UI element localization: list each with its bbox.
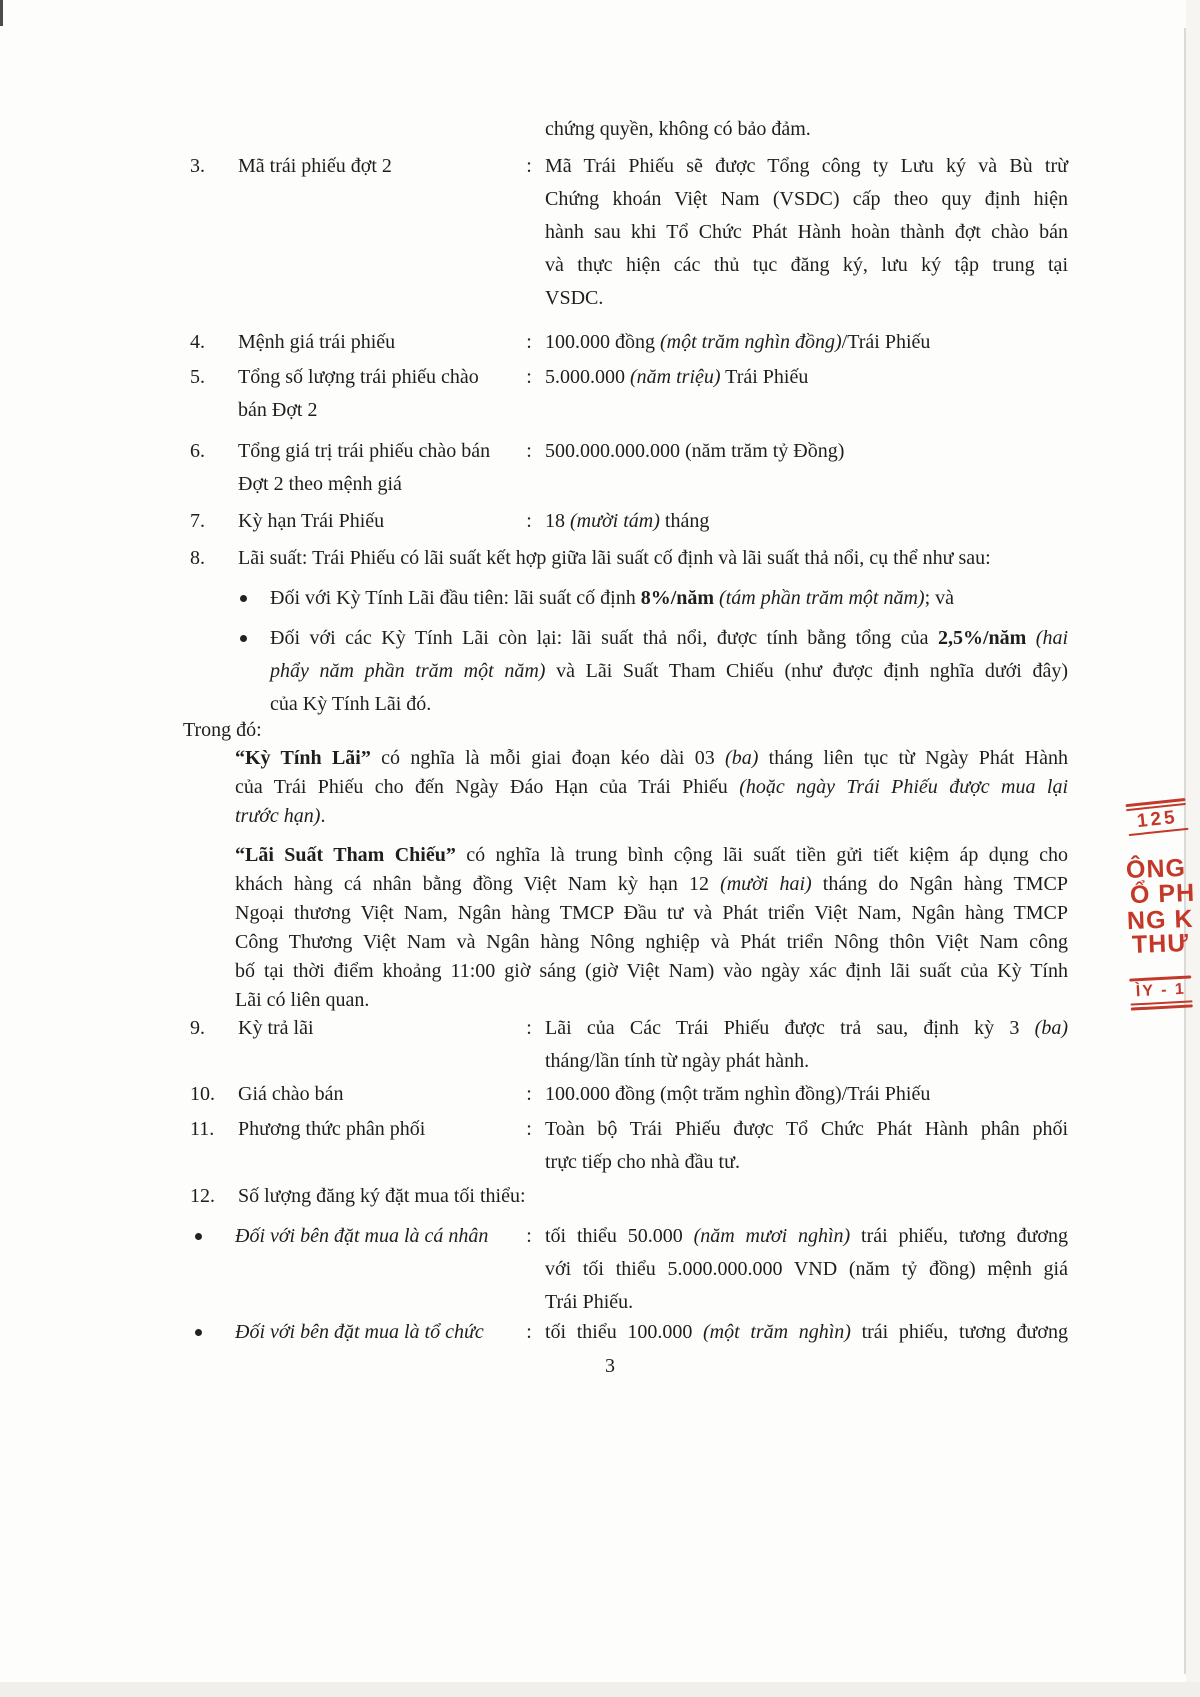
colon: : [526,440,532,462]
bullet-icon [195,1233,202,1240]
value-line: 18 (mười tám) tháng [545,510,710,532]
colon: : [526,366,532,388]
definition-ky-tinh-lai [235,744,1068,831]
item-number: 10. [190,1083,215,1105]
item-label: Phương thức phân phối [238,1118,426,1140]
colon: : [526,1017,532,1039]
stamp-fragment-number [1125,798,1188,836]
item-label: Kỳ trả lãi [238,1017,314,1039]
page-number: 3 [605,1355,615,1377]
item-value [545,361,1068,394]
bullet-text-line: phẩy năm phần trăm một năm) và Lãi Suất Tham Chiếu (như được định nghĩa dưới đây) [270,660,1068,682]
item-number: 6. [190,440,205,462]
bullet-value [545,1316,1068,1349]
item-label: Giá chào bán [238,1083,344,1105]
definition-line: Ngoại thương Việt Nam, Ngân hàng TMCP Đầu tư và Phát triển Việt Nam, Ngân hàng TMCP [235,902,1068,924]
stamp-fragment-bottom [1129,975,1193,1010]
bullet-icon [240,595,247,602]
colon: : [526,1083,532,1105]
value-line: 100.000 đồng (một trăm nghìn đồng)/Trái Phiếu [545,1083,931,1105]
value-line: 5.000.000 (năm triệu) Trái Phiếu [545,366,809,388]
item-value [545,1012,1068,1078]
bullet-text-line: Đối với Kỳ Tính Lãi đầu tiên: lãi suất cố định 8%/năm (tám phần trăm một năm); và [270,587,955,609]
colon: : [526,1321,532,1343]
definition-line: Lãi có liên quan. [235,989,370,1011]
scan-corner-mark [0,0,3,26]
scan-edge-band [1186,0,1200,1697]
scan-bottom-strip [0,1682,1200,1697]
definition-line: “Kỳ Tính Lãi” có nghĩa là mỗi giai đoạn kéo dài 03 (ba) tháng liên tục từ Ngày Phát Hành [235,747,1068,769]
value-line: Trái Phiếu. [545,1291,634,1313]
stamp-number-text: 125 [1135,806,1179,833]
item-number: 9. [190,1017,205,1039]
definition-line: “Lãi Suất Tham Chiếu” có nghĩa là trung bình cộng lãi suất tiền gửi tiết kiệm áp dụng cho [235,844,1068,866]
value-line: Toàn bộ Trái Phiếu được Tổ Chức Phát Hành phân phối [545,1118,1068,1140]
bullet-value [545,1220,1068,1319]
definition-line: trước hạn). [235,805,326,827]
colon: : [526,1225,532,1247]
value-line: 500.000.000.000 (năm trăm tỷ Đồng) [545,440,845,462]
stamp-text-fragment: ÔNG [1125,853,1187,885]
stamp-text-fragment: Ổ PH [1129,878,1196,910]
definition-lai-suat-tham-chieu [235,841,1068,1015]
continuation-text: chứng quyền, không có bảo đảm. [545,118,811,140]
item-text: Lãi suất: Trái Phiếu có lãi suất kết hợp giữa lãi suất cố định và lãi suất thả nổi, cụ thể như sau: [238,547,991,569]
value-line: trực tiếp cho nhà đầu tư. [545,1151,740,1173]
definition-line: bố tại thời điểm khoảng 11:00 giờ sáng (giờ Việt Nam) vào ngày xác định lãi suất của Kỳ Tính [235,960,1068,982]
item-number: 8. [190,547,205,569]
definition-line: khách hàng cá nhân bằng đồng Việt Nam kỳ hạn 12 (mười hai) tháng do Ngân hàng TMCP [235,873,1069,895]
item-value [545,150,1068,315]
item-label [238,435,533,501]
item-number: 12. [190,1185,215,1207]
value-line: tối thiểu 100.000 (một trăm nghìn) trái phiếu, tương đương [545,1321,1068,1343]
item-label: Mã trái phiếu đợt 2 [238,155,392,177]
label-line: Tổng số lượng trái phiếu chào [238,366,479,388]
bullet-icon [240,635,247,642]
bullet-text-line: Đối với các Kỳ Tính Lãi còn lại: lãi suất thả nổi, được tính bằng tổng của 2,5%/năm (hai [270,627,1069,649]
trong-do-label: Trong đó: [183,719,262,741]
item-number: 7. [190,510,205,532]
bullet-text-line: của Kỳ Tính Lãi đó. [270,693,432,715]
label-line: bán Đợt 2 [238,399,318,421]
item-value [545,326,1068,359]
colon: : [526,1118,532,1140]
item-heading: Số lượng đăng ký đặt mua tối thiểu: [238,1185,526,1207]
bullet-icon [195,1329,202,1336]
item-value [545,505,1068,538]
colon: : [526,331,532,353]
item-label: Mệnh giá trái phiếu [238,331,396,353]
colon: : [526,510,532,532]
value-line: Mã Trái Phiếu sẽ được Tổng công ty Lưu ký và Bù trừ [545,155,1068,177]
stamp-bottom-text: ÌY - 1 [1135,980,1187,1001]
value-line: Lãi của Các Trái Phiếu được trả sau, định kỳ 3 (ba) [545,1017,1068,1039]
item-value [545,1078,1068,1111]
bullet-row [238,622,1068,721]
item-label [238,361,533,427]
label-line: Đợt 2 theo mệnh giá [238,473,402,495]
stamp-text-fragment: NG K [1126,904,1194,936]
value-line: Chứng khoán Việt Nam (VSDC) cấp theo quy định hiện [545,188,1068,210]
value-line: tháng/lần tính từ ngày phát hành. [545,1050,810,1072]
bullet-label: Đối với bên đặt mua là tổ chức [235,1321,484,1343]
colon: : [526,155,532,177]
bullet-row [238,582,1068,615]
value-line: 100.000 đồng (một trăm nghìn đồng)/Trái Phiếu [545,331,931,353]
definition-line: của Trái Phiếu cho đến Ngày Đáo Hạn của Trái Phiếu (hoặc ngày Trái Phiếu được mua lại [235,776,1068,798]
value-line: hành sau khi Tổ Chức Phát Hành hoàn thành đợt chào bán [545,221,1068,243]
stamp-text-fragment: THƯ [1131,929,1190,959]
item-number: 5. [190,366,205,388]
item-number: 3. [190,155,205,177]
definition-line: Công Thương Việt Nam và Ngân hàng Nông nghiệp và Phát triển Nông thôn Việt Nam công [235,931,1068,953]
bullet-label: Đối với bên đặt mua là cá nhân [235,1225,489,1247]
value-line: và thực hiện các thủ tục đăng ký, lưu ký tập trung tại [545,254,1068,276]
scan-edge-line [1184,28,1186,1674]
item-number: 11. [190,1118,215,1140]
item-label: Kỳ hạn Trái Phiếu [238,510,385,532]
value-line: VSDC. [545,287,604,309]
item-number: 4. [190,331,205,353]
value-line: tối thiểu 50.000 (năm mươi nghìn) trái phiếu, tương đương [545,1225,1068,1247]
label-line: Tổng giá trị trái phiếu chào bán [238,440,491,462]
item-value [545,435,1068,468]
item-value [545,1113,1068,1179]
value-line: với tối thiểu 5.000.000.000 VND (năm tỷ đồng) mệnh giá [545,1258,1068,1280]
